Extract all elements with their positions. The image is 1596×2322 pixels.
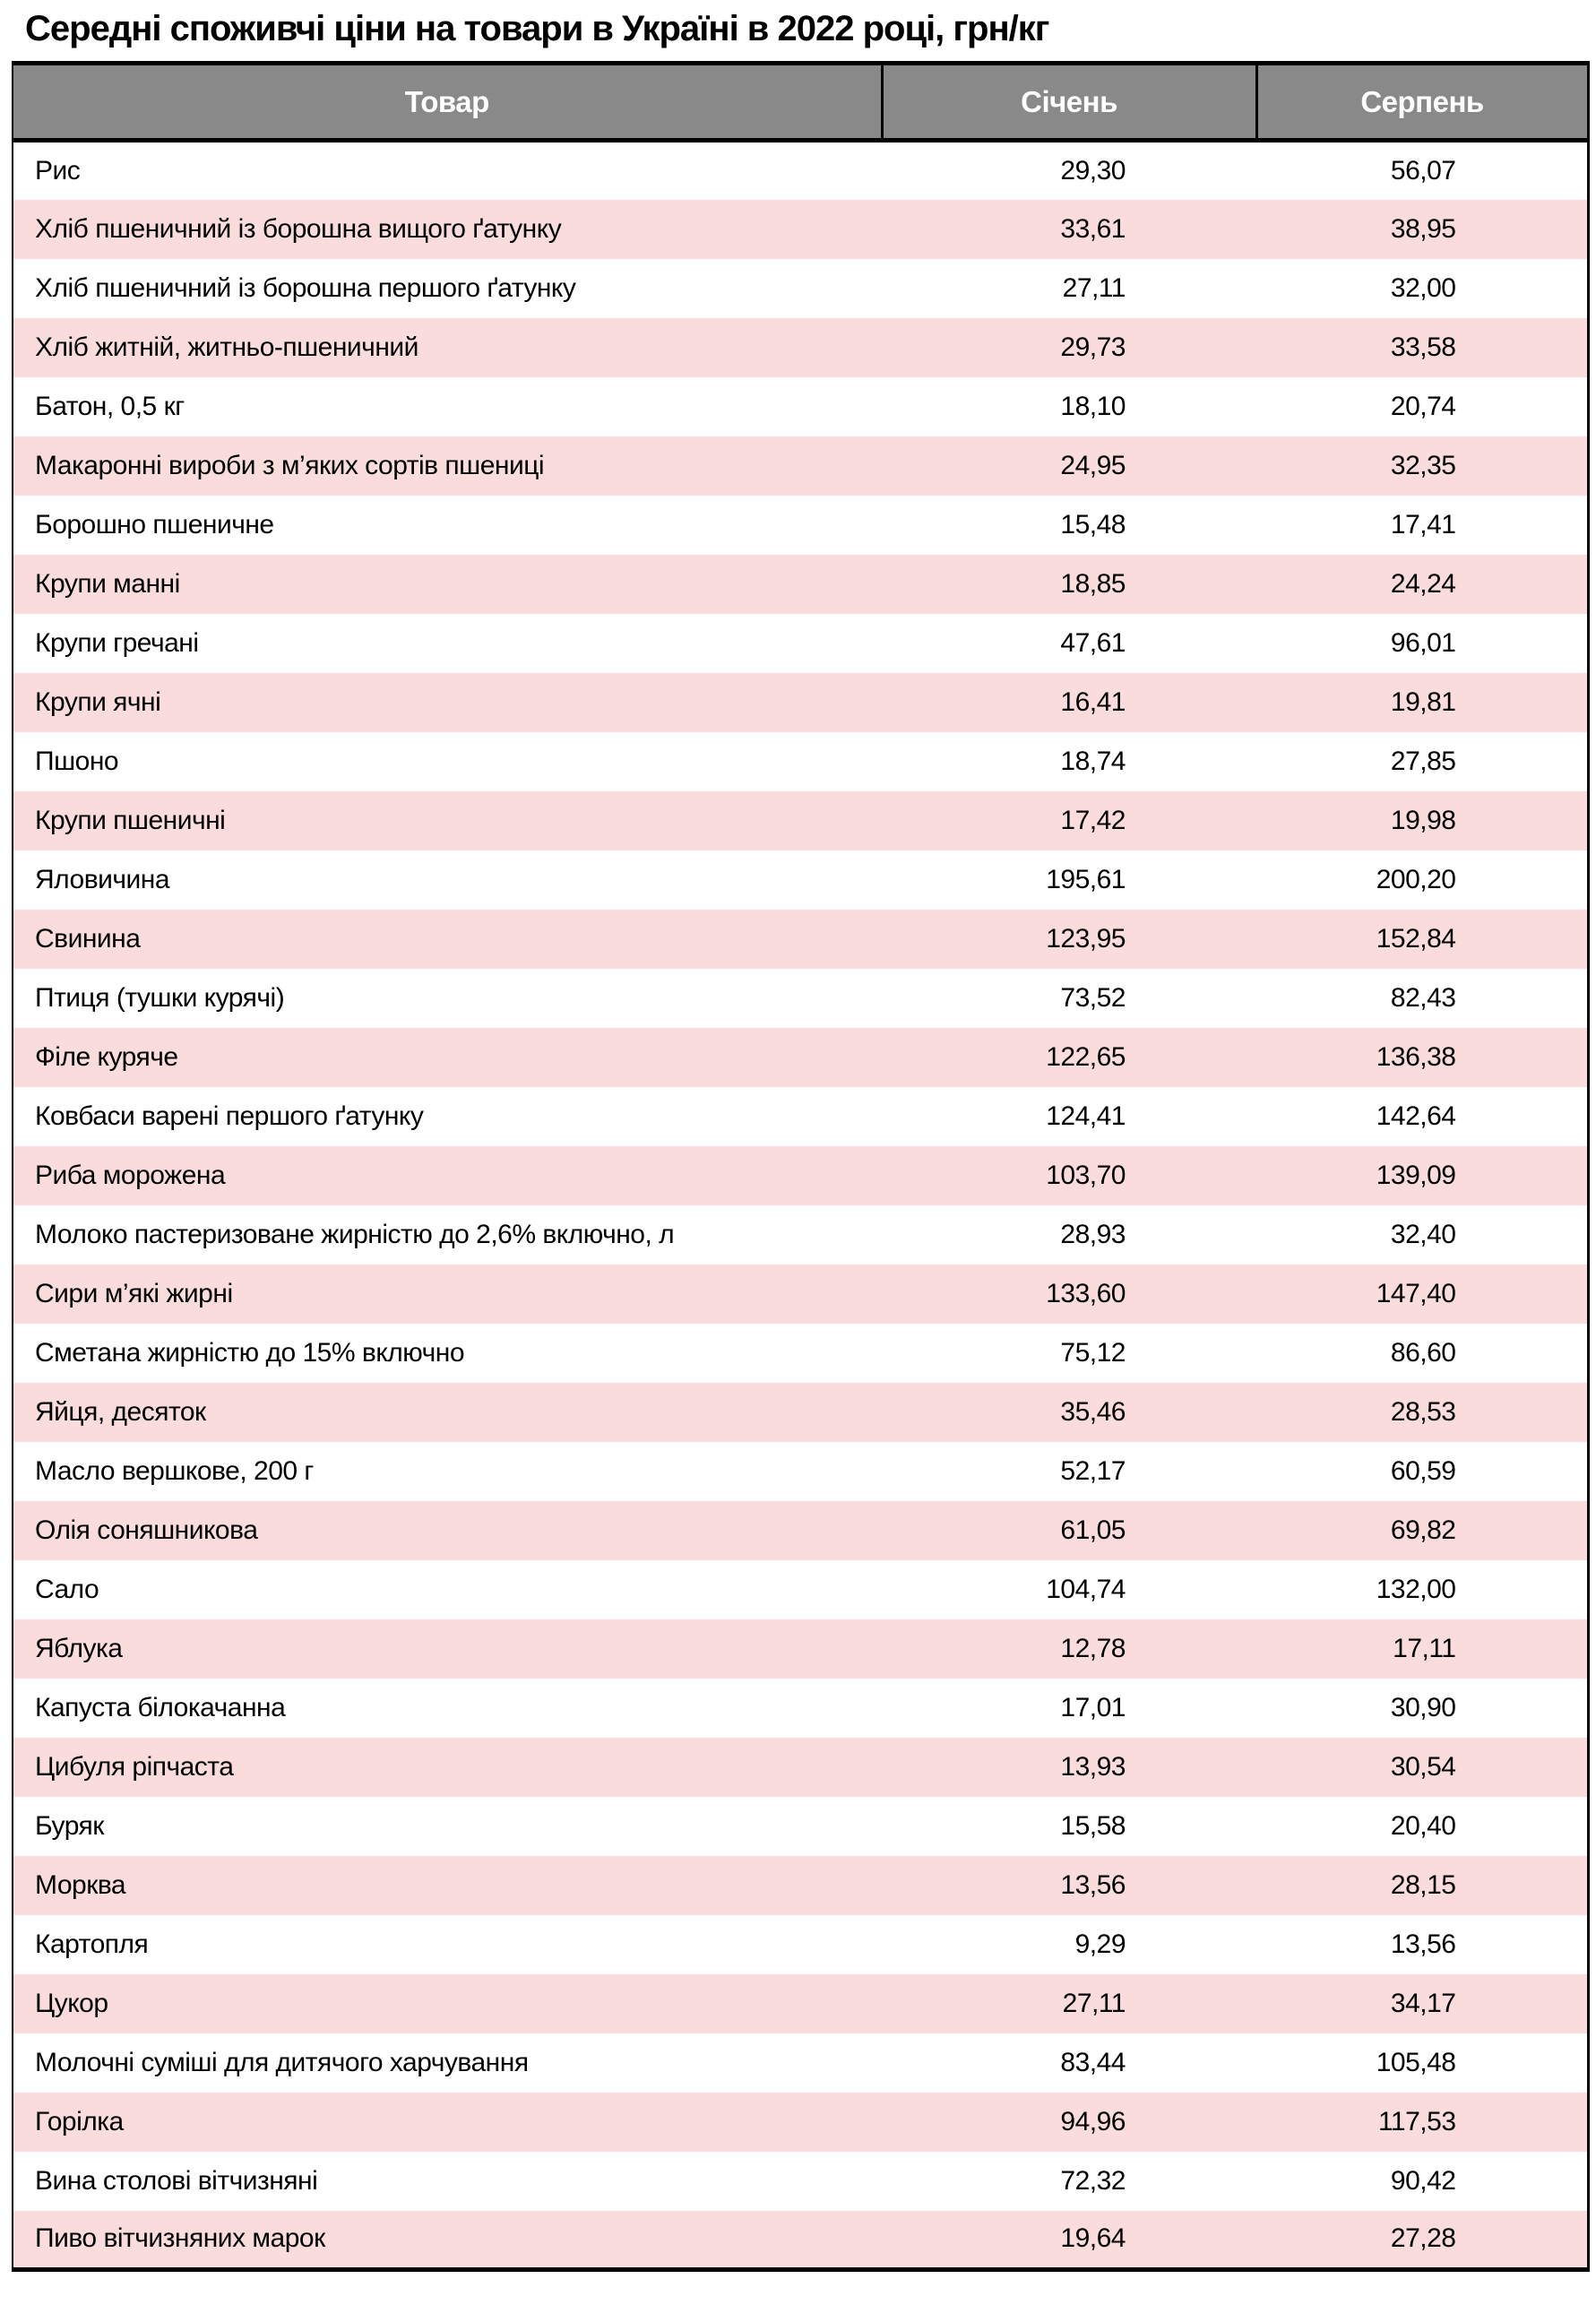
- product-cell: Яловичина: [35, 864, 170, 894]
- january-cell: 17,01: [1060, 1692, 1126, 1722]
- january-cell: 83,44: [1060, 2047, 1126, 2077]
- table-row: [13, 1265, 1588, 1324]
- product-cell: Ковбаси варені першого ґатунку: [35, 1101, 424, 1131]
- table-row: [13, 259, 1588, 318]
- product-cell: Морква: [35, 1869, 126, 1900]
- table-row: [13, 614, 1588, 673]
- table-row: [13, 2033, 1588, 2093]
- august-cell: 32,35: [1390, 450, 1456, 480]
- header-row: [13, 64, 1588, 141]
- january-cell: 133,60: [1046, 1278, 1126, 1308]
- product-cell: Хліб пшеничний із борошна першого ґатунку: [35, 272, 576, 303]
- product-cell: Макаронні вироби з м’яких сортів пшениці: [35, 450, 545, 480]
- august-cell: 56,07: [1390, 155, 1456, 186]
- table-row: [13, 1087, 1588, 1146]
- table-row: [13, 791, 1588, 850]
- august-cell: 90,42: [1390, 2165, 1456, 2196]
- product-cell: Молоко пастеризоване жирністю до 2,6% включно, л: [35, 1219, 675, 1249]
- product-cell: Хліб пшеничний із борошна вищого ґатунку: [35, 213, 562, 244]
- table-row: [13, 318, 1588, 377]
- august-cell: 38,95: [1390, 213, 1456, 244]
- product-cell: Молочні суміші для дитячого харчування: [35, 2047, 529, 2077]
- august-cell: 69,82: [1390, 1515, 1456, 1545]
- january-cell: 18,85: [1060, 568, 1126, 599]
- january-cell: 195,61: [1046, 864, 1126, 894]
- january-cell: 73,52: [1060, 982, 1126, 1013]
- august-cell: 105,48: [1376, 2047, 1456, 2077]
- august-cell: 17,11: [1393, 1633, 1456, 1663]
- table-row: [13, 910, 1588, 969]
- august-cell: 33,58: [1390, 332, 1456, 362]
- table-row: [13, 1324, 1588, 1383]
- column-header-august: Серпень: [1256, 64, 1588, 141]
- table-row: [13, 555, 1588, 614]
- august-cell: 24,24: [1390, 568, 1456, 599]
- august-cell: 132,00: [1376, 1574, 1456, 1604]
- product-cell: Яблука: [35, 1633, 123, 1663]
- product-cell: Батон, 0,5 кг: [35, 391, 185, 421]
- product-cell: Цукор: [35, 1988, 108, 2018]
- table-row: [13, 2093, 1588, 2152]
- table-row: [13, 1797, 1588, 1856]
- august-cell: 152,84: [1376, 923, 1456, 954]
- august-cell: 60,59: [1390, 1455, 1456, 1486]
- august-cell: 27,85: [1390, 746, 1456, 776]
- product-cell: Масло вершкове, 200 г: [35, 1455, 314, 1486]
- product-cell: Капуста білокачанна: [35, 1692, 286, 1722]
- august-cell: 19,98: [1390, 805, 1456, 835]
- product-cell: Горілка: [35, 2106, 124, 2136]
- product-cell: Свинина: [35, 923, 141, 954]
- table-row: [13, 673, 1588, 732]
- table-row: [13, 850, 1588, 910]
- january-cell: 123,95: [1046, 923, 1126, 954]
- january-cell: 124,41: [1046, 1101, 1126, 1131]
- august-cell: 27,28: [1390, 2223, 1456, 2254]
- table-row: [13, 732, 1588, 791]
- january-cell: 19,64: [1060, 2223, 1126, 2254]
- august-cell: 142,64: [1376, 1101, 1456, 1131]
- january-cell: 94,96: [1060, 2106, 1126, 2136]
- january-cell: 47,61: [1060, 627, 1126, 658]
- table-row: [13, 1619, 1588, 1679]
- product-cell: Риба морожена: [35, 1160, 226, 1190]
- january-cell: 9,29: [1074, 1929, 1126, 1959]
- product-cell: Філе куряче: [35, 1041, 178, 1072]
- january-cell: 17,42: [1060, 805, 1126, 835]
- january-cell: 27,11: [1062, 1988, 1126, 2018]
- product-cell: Сири м’які жирні: [35, 1278, 233, 1308]
- product-cell: Сало: [35, 1574, 99, 1604]
- january-cell: 13,56: [1060, 1869, 1126, 1900]
- table-row: [13, 1442, 1588, 1501]
- august-cell: 117,53: [1377, 2106, 1456, 2136]
- product-cell: Яйця, десяток: [35, 1396, 206, 1427]
- august-cell: 147,40: [1376, 1278, 1456, 1308]
- product-cell: Пиво вітчизняних марок: [35, 2223, 325, 2254]
- table-row: [13, 1028, 1588, 1087]
- table-row: [13, 141, 1588, 200]
- january-cell: 15,58: [1060, 1810, 1126, 1841]
- product-cell: Крупи ячні: [35, 686, 161, 717]
- table-row: [13, 1383, 1588, 1442]
- august-cell: 82,43: [1390, 982, 1456, 1013]
- august-cell: 139,09: [1376, 1160, 1456, 1190]
- august-cell: 19,81: [1390, 686, 1456, 717]
- product-cell: Крупи гречані: [35, 627, 199, 658]
- product-cell: Крупи манні: [35, 568, 180, 599]
- product-cell: Рис: [35, 155, 81, 186]
- august-cell: 34,17: [1390, 1988, 1456, 2018]
- table-row: [13, 969, 1588, 1028]
- product-cell: Птиця (тушки курячі): [35, 982, 285, 1013]
- august-cell: 96,01: [1390, 627, 1456, 658]
- august-cell: 30,54: [1390, 1751, 1456, 1782]
- table-row: [13, 1856, 1588, 1915]
- table-row: [13, 1146, 1588, 1205]
- january-cell: 24,95: [1060, 450, 1126, 480]
- january-cell: 75,12: [1060, 1337, 1126, 1368]
- table-row: [13, 2152, 1588, 2211]
- column-header-product: Товар: [13, 64, 882, 141]
- january-cell: 29,30: [1060, 155, 1126, 186]
- january-cell: 29,73: [1060, 332, 1126, 362]
- product-cell: Картопля: [35, 1929, 149, 1959]
- august-cell: 20,40: [1390, 1810, 1456, 1841]
- january-cell: 13,93: [1060, 1751, 1126, 1782]
- january-cell: 122,65: [1046, 1041, 1126, 1072]
- august-cell: 32,00: [1390, 272, 1456, 303]
- august-cell: 32,40: [1390, 1219, 1456, 1249]
- table-row: [13, 1738, 1588, 1797]
- january-cell: 52,17: [1060, 1455, 1126, 1486]
- august-cell: 13,56: [1390, 1929, 1456, 1959]
- product-cell: Борошно пшеничне: [35, 509, 274, 539]
- table-header: [13, 64, 1588, 141]
- table-row: [13, 200, 1588, 259]
- product-cell: Пшоно: [35, 746, 119, 776]
- august-cell: 28,53: [1390, 1396, 1456, 1427]
- table-row: [13, 436, 1588, 496]
- january-cell: 27,11: [1062, 272, 1126, 303]
- product-cell: Хліб житній, житньо-пшеничний: [35, 332, 418, 362]
- january-cell: 16,41: [1060, 686, 1126, 717]
- product-cell: Олія соняшникова: [35, 1515, 258, 1545]
- january-cell: 15,48: [1060, 509, 1126, 539]
- january-cell: 28,93: [1060, 1219, 1126, 1249]
- table-row: [13, 1501, 1588, 1560]
- january-cell: 104,74: [1046, 1574, 1126, 1604]
- january-cell: 72,32: [1060, 2165, 1126, 2196]
- january-cell: 18,74: [1060, 746, 1126, 776]
- january-cell: 18,10: [1060, 391, 1126, 421]
- table-row: [13, 1679, 1588, 1738]
- table-row: [13, 2211, 1588, 2270]
- august-cell: 28,15: [1390, 1869, 1456, 1900]
- table-row: [13, 1560, 1588, 1619]
- january-cell: 12,78: [1060, 1633, 1126, 1663]
- january-cell: 103,70: [1046, 1160, 1126, 1190]
- product-cell: Буряк: [35, 1810, 104, 1841]
- column-header-january: Січень: [882, 64, 1256, 141]
- august-cell: 200,20: [1376, 864, 1456, 894]
- table-row: [13, 496, 1588, 555]
- page-title: Середні споживчі ціни на товари в Україні в 2022 році, грн/кг: [25, 9, 1049, 48]
- table-row: [13, 1205, 1588, 1265]
- august-cell: 20,74: [1390, 391, 1456, 421]
- table-row: [13, 1974, 1588, 2033]
- product-cell: Цибуля ріпчаста: [35, 1751, 234, 1782]
- product-cell: Вина столові вітчизняні: [35, 2165, 318, 2196]
- august-cell: 30,90: [1390, 1692, 1456, 1722]
- table-row: [13, 377, 1588, 436]
- january-cell: 35,46: [1060, 1396, 1126, 1427]
- august-cell: 17,41: [1390, 509, 1456, 539]
- january-cell: 61,05: [1060, 1515, 1126, 1545]
- product-cell: Сметана жирністю до 15% включно: [35, 1337, 465, 1368]
- product-cell: Крупи пшеничні: [35, 805, 226, 835]
- january-cell: 33,61: [1060, 213, 1126, 244]
- august-cell: 136,38: [1376, 1041, 1456, 1072]
- table-row: [13, 1915, 1588, 1974]
- august-cell: 86,60: [1390, 1337, 1456, 1368]
- table-body: [13, 141, 1588, 2270]
- prices-table: [12, 61, 1590, 2272]
